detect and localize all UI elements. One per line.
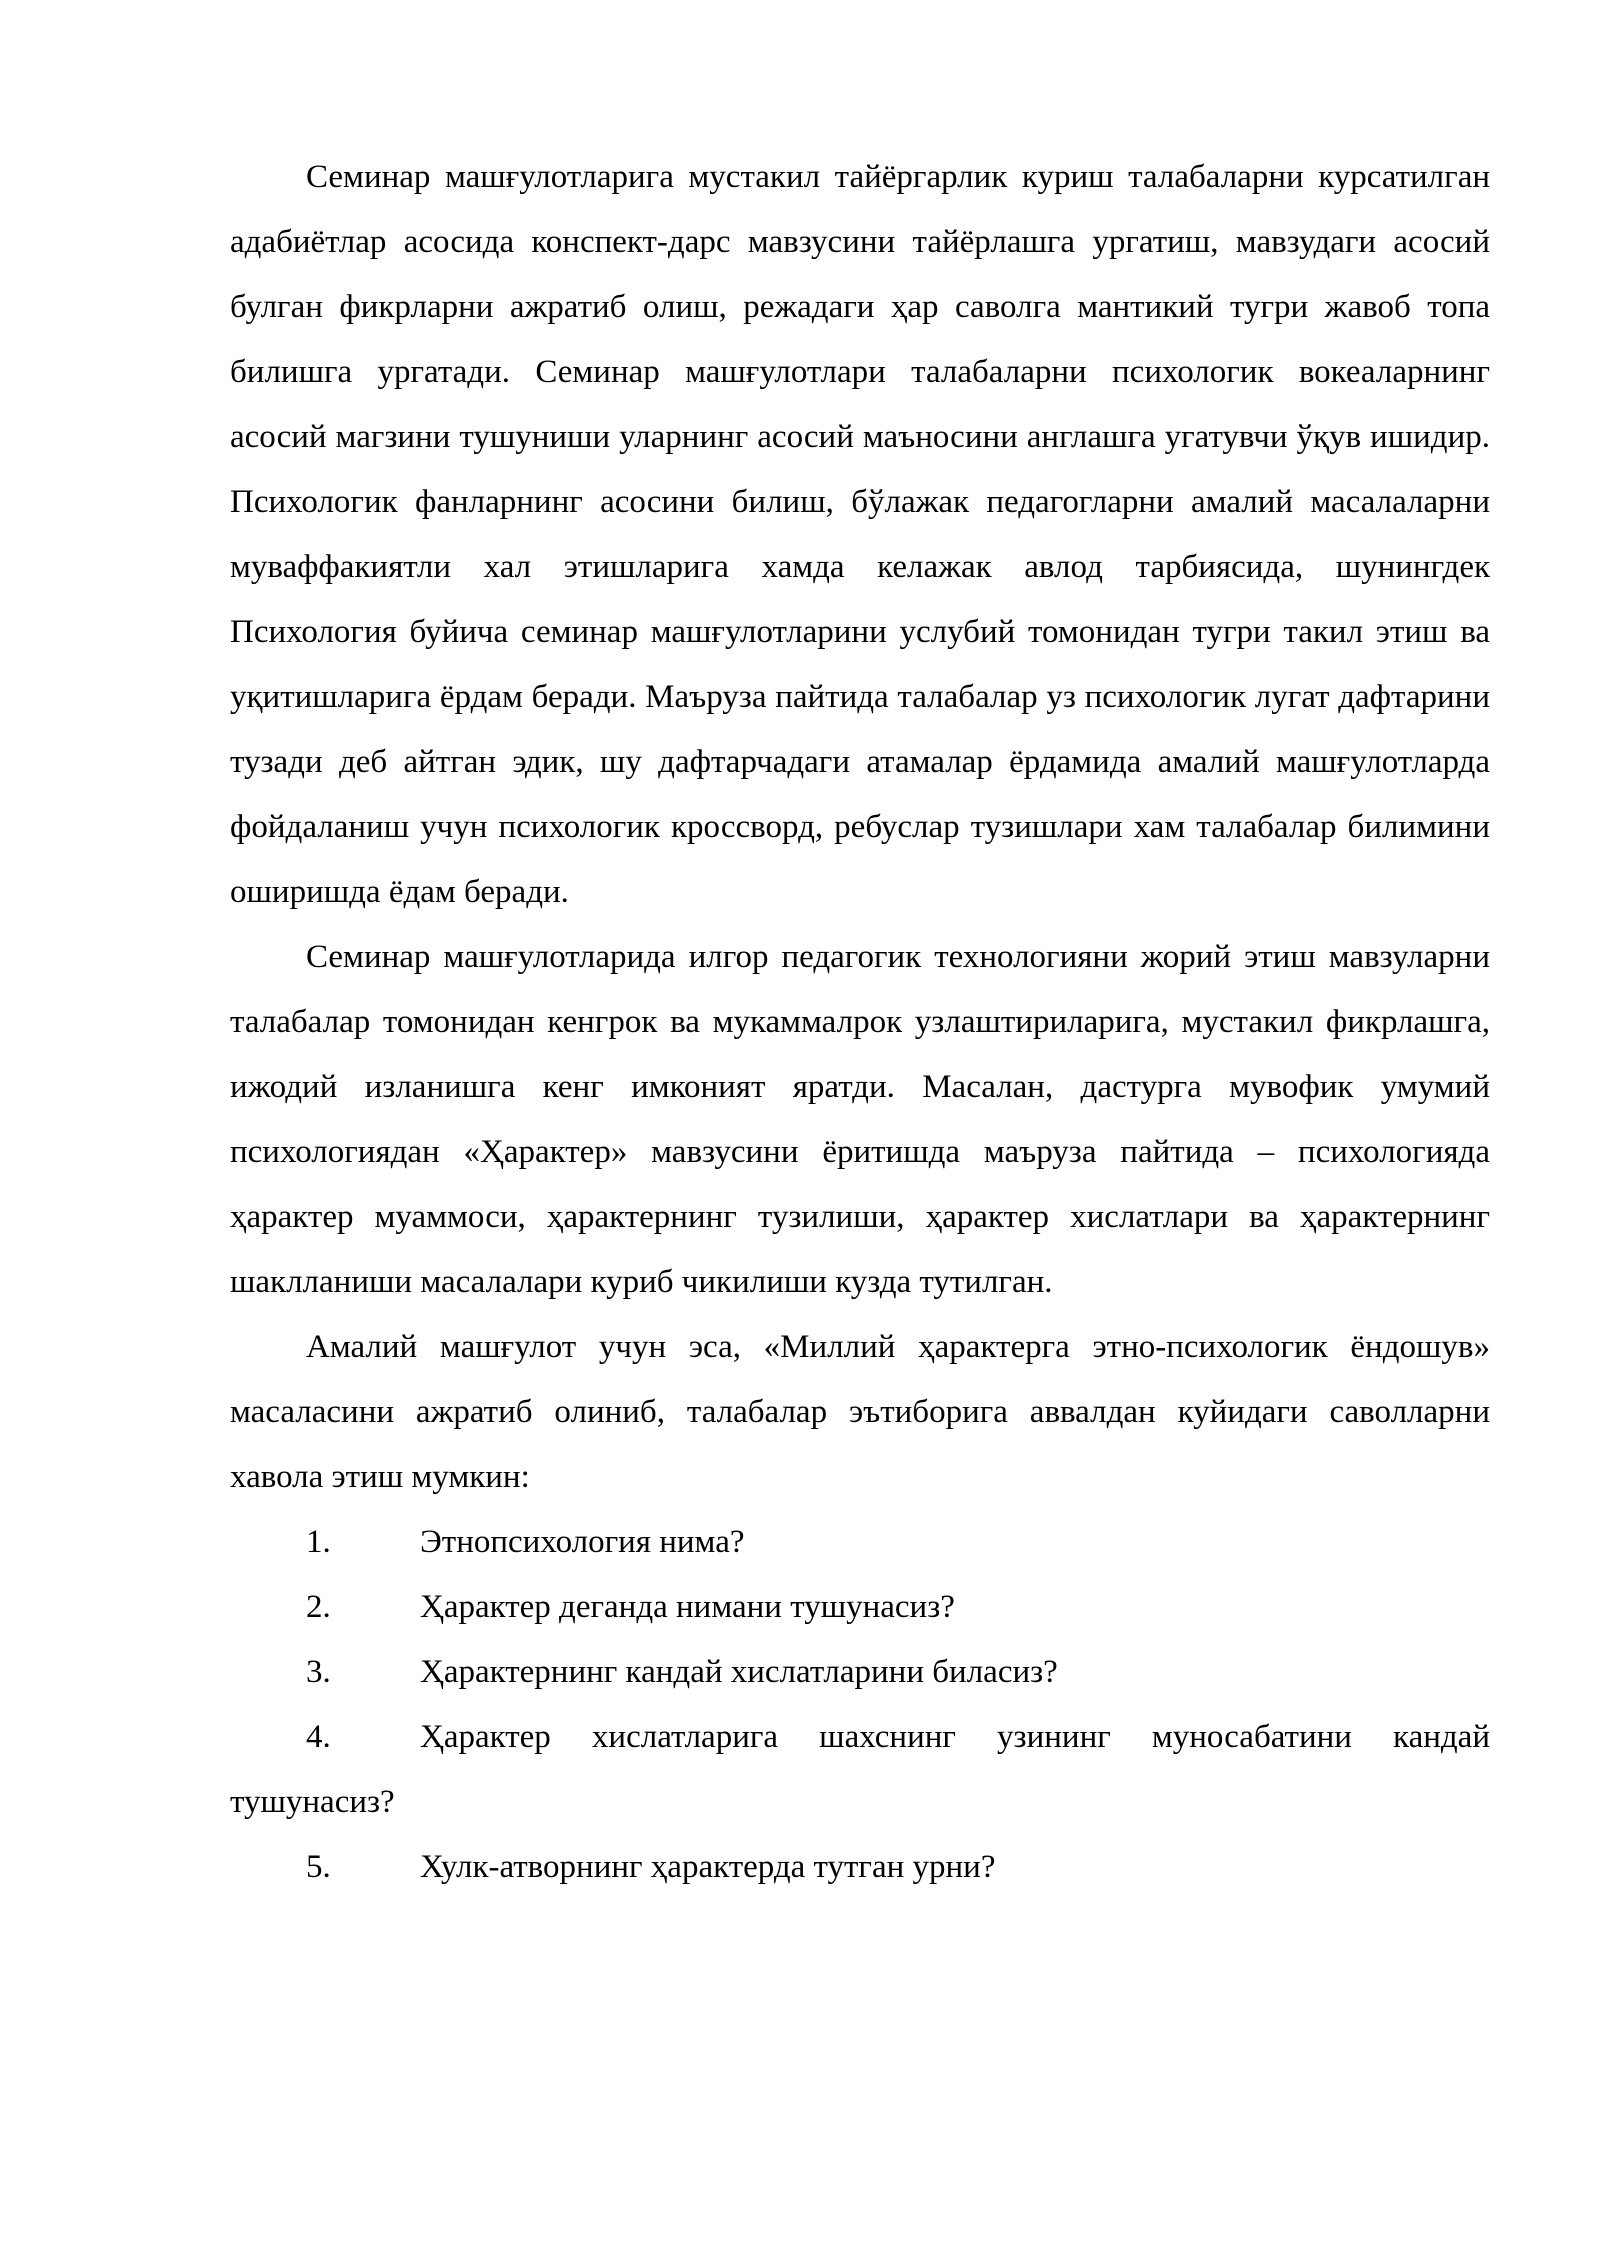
paragraph-seminar-preparation: Семинар машғулотларига мустакил тайёргарлик куриш талабаларни курсатилган адабиётлар асосида конспект-дарс мавзусини тайёрлашга ургатиш, мавзудаги асосий булган фикрларни ажратиб олиш, режадаги ҳар саволга мантикий тугри жавоб топа билишга ургатади. Семинар машғулотлари талабаларни психологик вокеаларнинг асосий магзини тушуниши уларнинг асосий маъносини англашга угатувчи ўқув ишидир. Психологик фанларнинг асосини билиш, бўлажак педагогларни амалий масалаларни муваффакиятли хал этишларига хамда келажак авлод тарбиясида, шунингдек Психология буйича семинар машғулотларини услубий томонидан тугри такил этиш ва уқитишларига ёрдам беради. Маъруза пайтида талабалар уз психологик лугат дафтарини тузади деб айтган эдик, шу дафтарчадаги атамалар ёрдамида амалий машғулотларда фойдаланиш учун психологик кроссворд, ребуслар тузишлари хам талабалар билимини оширишда ёдам беради.: [230, 159, 1490, 910]
question-item: [230, 1705, 1490, 1835]
question-item: [230, 1835, 1490, 1900]
document-body: [230, 145, 1490, 1900]
question-number: 3.: [306, 1654, 331, 1690]
question-number: 4.: [306, 1719, 331, 1755]
question-item: [230, 1575, 1490, 1640]
question-text: Ҳарактер деганда нимани тушунасиз?: [420, 1589, 955, 1625]
question-text: Ҳарактернинг кандай хислатларини биласиз?: [420, 1654, 1058, 1690]
question-text: Хулк-атворнинг ҳарактерда тутган урни?: [420, 1849, 996, 1885]
paragraph-pedagogical-technology: Семинар машғулотларида илгор педагогик технологияни жорий этиш мавзуларни талабалар томонидан кенгрок ва мукаммалрок узлаштириларига, мустакил фикрлашга, ижодий изланишга кенг имконият яратди. Масалан, дастурга мувофик умумий психологиядан «Ҳарактер» мавзусини ёритишда маъруза пайтида – психологияда ҳарактер муаммоси, ҳарактернинг тузилиши, ҳарактер хислатлари ва ҳарактернинг шаклланиши масалалари куриб чикилиши кузда тутилган.: [230, 939, 1490, 1300]
paragraph-practical-lesson: Амалий машғулот учун эса, «Миллий ҳарактерга этно-психологик ёндошув» масаласини ажратиб олиниб, талабалар эътиборига аввалдан куйидаги саволларни хавола этиш мумкин:: [230, 1329, 1490, 1495]
question-number: 1.: [306, 1524, 331, 1560]
question-number: 2.: [306, 1589, 331, 1625]
question-number: 5.: [306, 1849, 331, 1885]
question-text: Этнопсихология нима?: [420, 1524, 745, 1560]
question-item: [230, 1510, 1490, 1575]
question-item: [230, 1640, 1490, 1705]
question-text: Ҳарактер хислатларига шахснинг узининг муносабатини кандай тушунасиз?: [230, 1719, 1490, 1820]
